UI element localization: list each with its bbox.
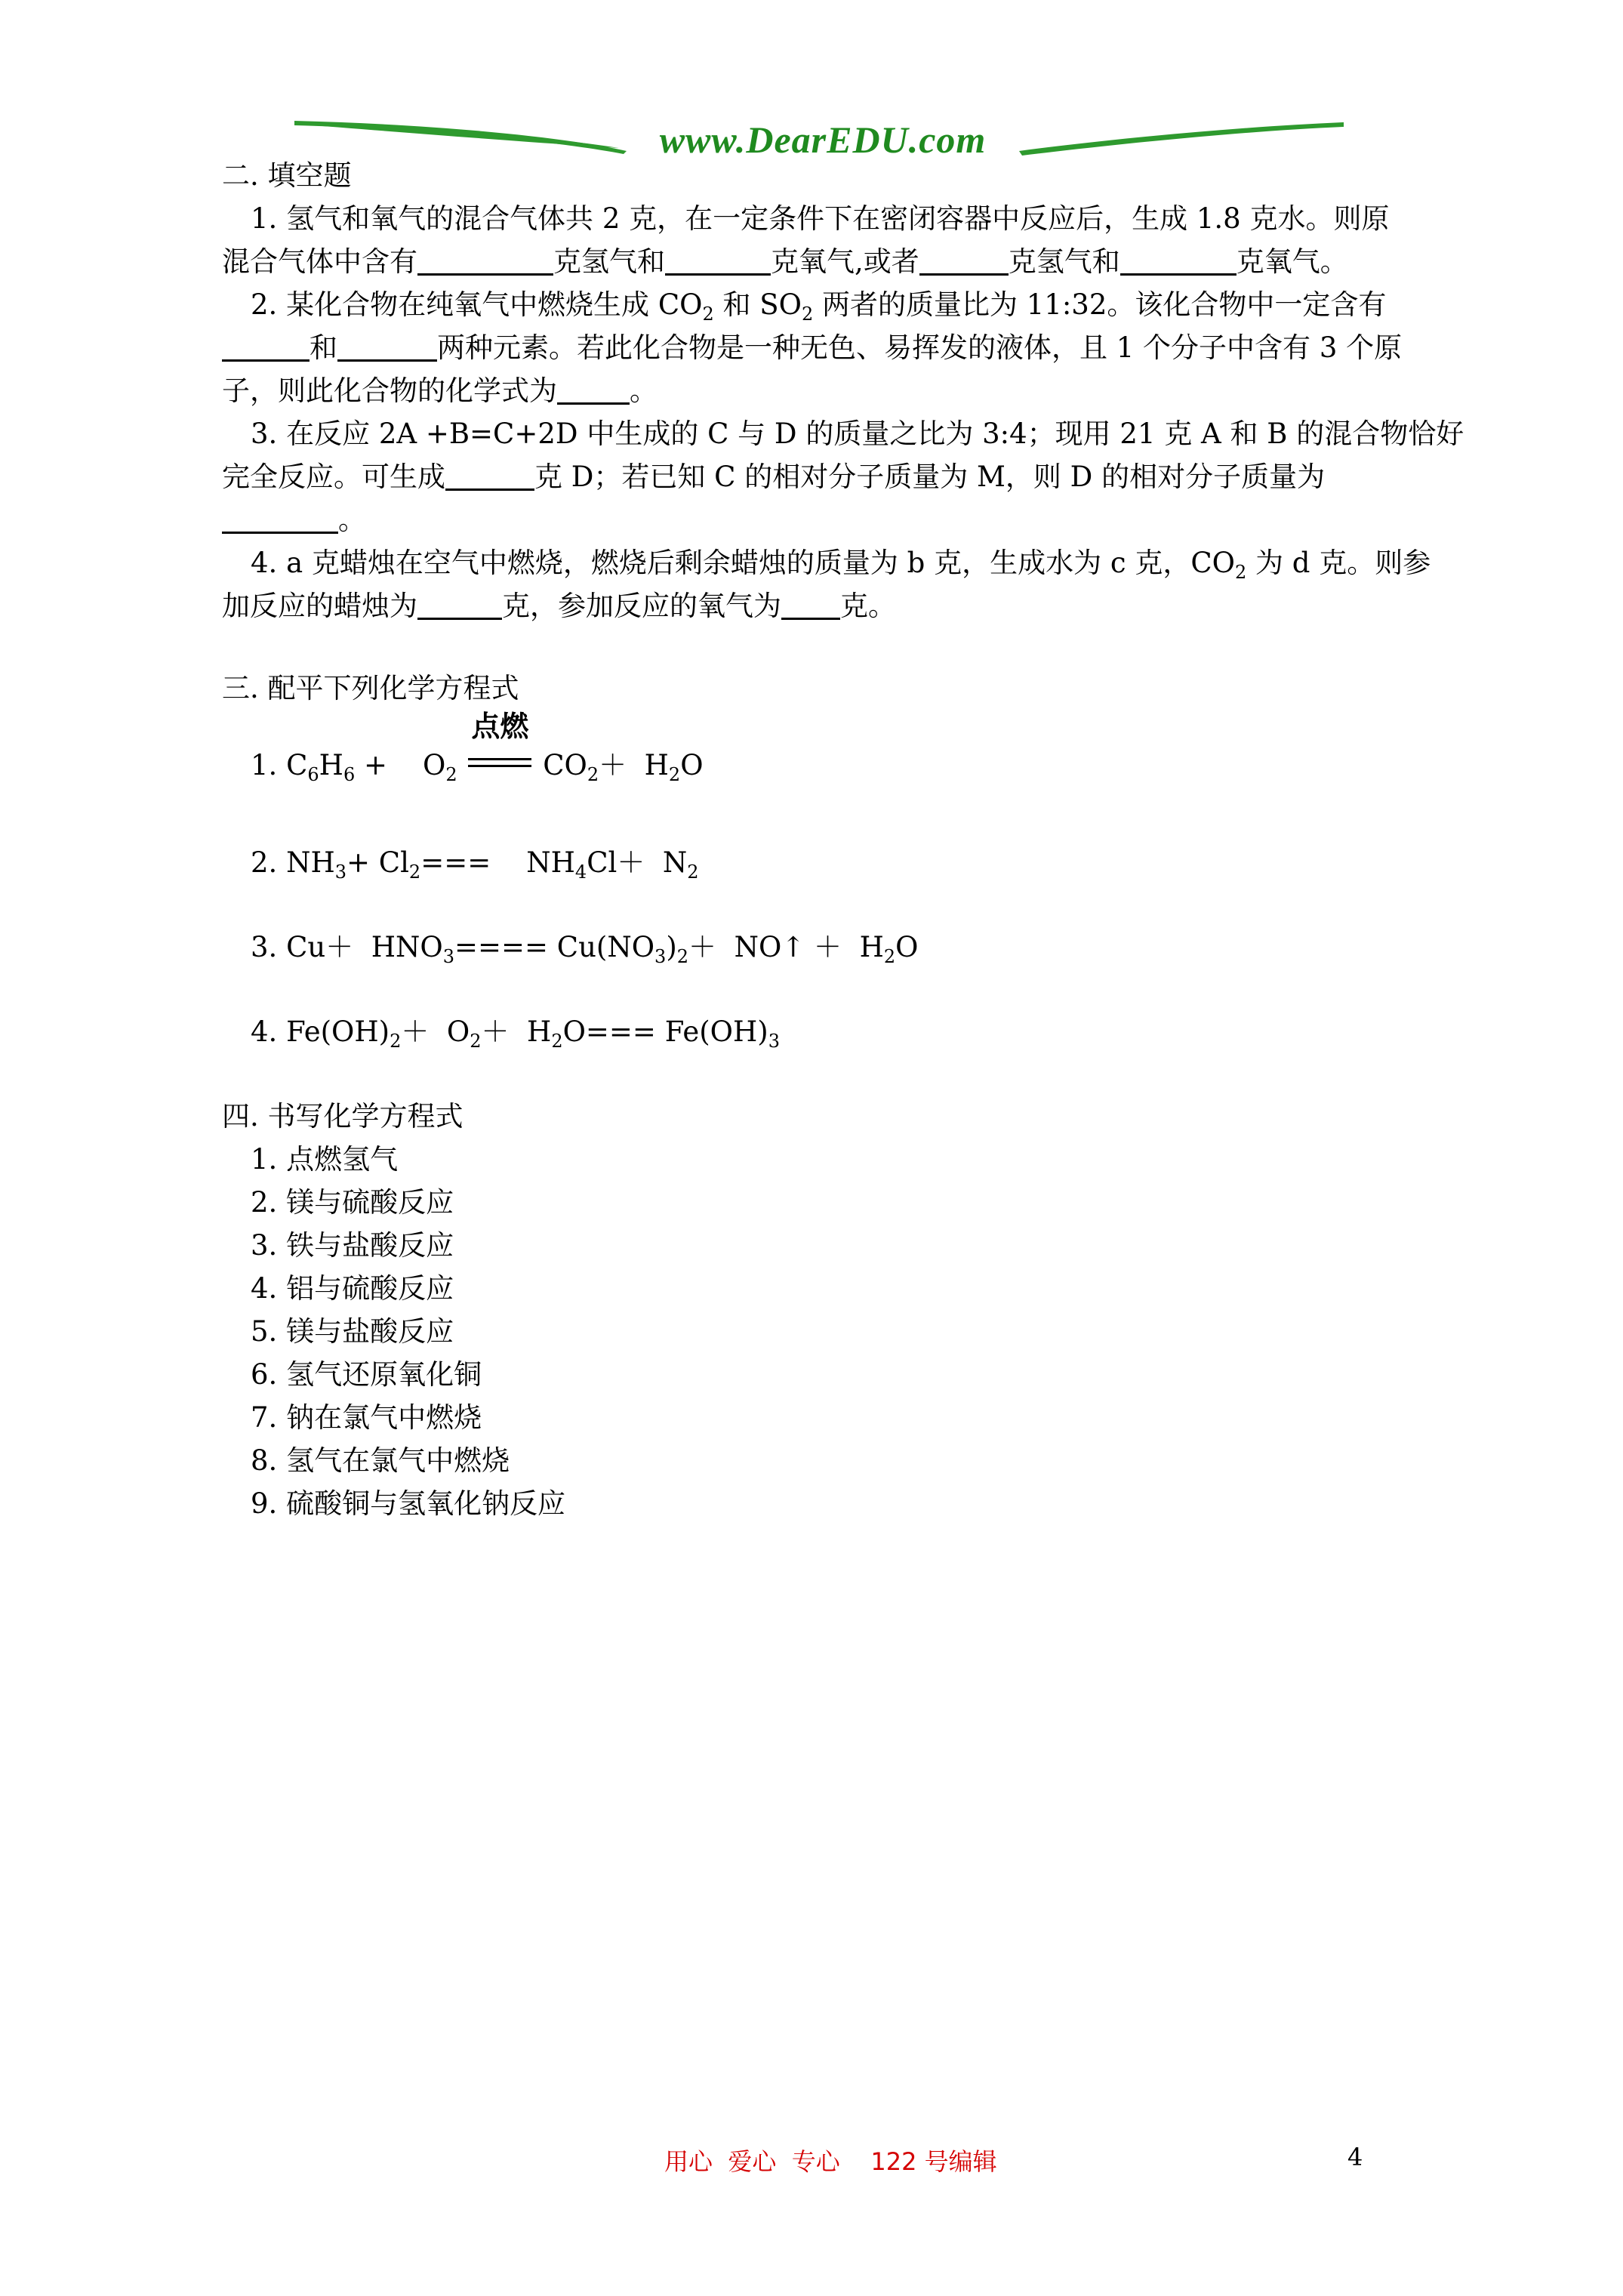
section-3-title: 三. 配平下列化学方程式 bbox=[222, 672, 519, 704]
list-item: 5. 镁与盐酸反应 bbox=[251, 1315, 454, 1348]
q2-line-3: 子，则此化合物的化学式为 。 bbox=[222, 370, 658, 412]
footer-slogan: 用心 爱心 专心 122 号编辑 bbox=[664, 2147, 997, 2176]
q3-line-1: 3. 在反应 2A +B=C+2D 中生成的 C 与 D 的质量之比为 3:4；现用 21 克 A 和 B 的混合物恰好 bbox=[251, 418, 1464, 450]
q1-line-1: 1. 氢气和氧气的混合气体共 2 克，在一定条件下在密闭容器中反应后，生成 1.8 克水。则原 bbox=[251, 202, 1390, 235]
equation-3: 3. $Cu+ HNO_3==== Cu(NO_3)_2+$ NO↑ ＋ $H_2O$ bbox=[251, 931, 919, 967]
header-banner bbox=[294, 113, 1344, 166]
equation-4: 4. $Fe(OH)_2+ O_2+ H_2O=== Fe(OH)_3$ bbox=[251, 1015, 780, 1052]
list-item: 8. 氢气在氯气中燃烧 bbox=[251, 1444, 510, 1477]
answer-blank[interactable] bbox=[445, 458, 534, 491]
list-item: 4. 铝与硫酸反应 bbox=[251, 1272, 454, 1305]
condition-ignite-label: 点燃 bbox=[471, 710, 529, 743]
page-number: 4 bbox=[1347, 2143, 1363, 2171]
section-2-title: 二. 填空题 bbox=[222, 159, 352, 192]
q2-line-1: 2. 某化合物在纯氧气中燃烧生成 $CO_2$ 和 $SO_2$ 两者的质量比为 11:32。该化合物中一定含有 bbox=[251, 288, 1387, 325]
answer-blank[interactable] bbox=[417, 587, 502, 620]
q4-line-2: 加反应的蜡烛为 克，参加反应的氧气为 克。 bbox=[222, 585, 896, 627]
site-logo-text[interactable]: www.DearEDU.com bbox=[659, 119, 987, 161]
answer-blank[interactable] bbox=[919, 243, 1009, 276]
answer-blank[interactable] bbox=[222, 501, 338, 534]
list-item: 7. 钠在氯气中燃烧 bbox=[251, 1401, 482, 1434]
list-item: 9. 硫酸铜与氢氧化钠反应 bbox=[251, 1487, 566, 1520]
equation-2: 2. $NH_3+ Cl_2===$ $NH_4Cl+ N_2$ bbox=[251, 846, 699, 883]
section-4-title: 四. 书写化学方程式 bbox=[222, 1100, 463, 1133]
q3-line-3: 。 bbox=[222, 499, 366, 541]
answer-blank[interactable] bbox=[781, 587, 840, 620]
answer-blank[interactable] bbox=[417, 243, 553, 276]
answer-blank[interactable] bbox=[222, 329, 310, 362]
answer-blank[interactable] bbox=[557, 372, 630, 405]
q2-line-2: 和 两种元素。若此化合物是一种无色、易挥发的液体，且 1 个分子中含有 3 个原 bbox=[222, 327, 1402, 369]
answer-blank[interactable] bbox=[337, 329, 437, 362]
equation-1: 1. $C_6H_6$ + $O_2$ 点燃 $CO_2+ H_2O$ bbox=[251, 744, 704, 787]
answer-blank[interactable] bbox=[665, 243, 771, 276]
list-item: 3. 铁与盐酸反应 bbox=[251, 1229, 454, 1262]
reaction-condition-arrow bbox=[466, 710, 534, 787]
q1-line-2: 混合气体中含有 克氢气和 克氧气,或者 克氢气和 克氧气。 bbox=[222, 241, 1348, 283]
list-item: 6. 氢气还原氧化铜 bbox=[251, 1358, 482, 1391]
list-item: 1. 点燃氢气 bbox=[251, 1143, 399, 1176]
q3-line-2: 完全反应。可生成 克 D；若已知 C 的相对分子质量为 M，则 D 的相对分子质量为 bbox=[222, 456, 1325, 498]
answer-blank[interactable] bbox=[1120, 243, 1236, 276]
list-item: 2. 镁与硫酸反应 bbox=[251, 1186, 454, 1219]
q4-line-1: 4. a 克蜡烛在空气中燃烧，燃烧后剩余蜡烛的质量为 b 克，生成水为 c 克，$CO_2$ 为 d 克。则参 bbox=[251, 547, 1431, 583]
